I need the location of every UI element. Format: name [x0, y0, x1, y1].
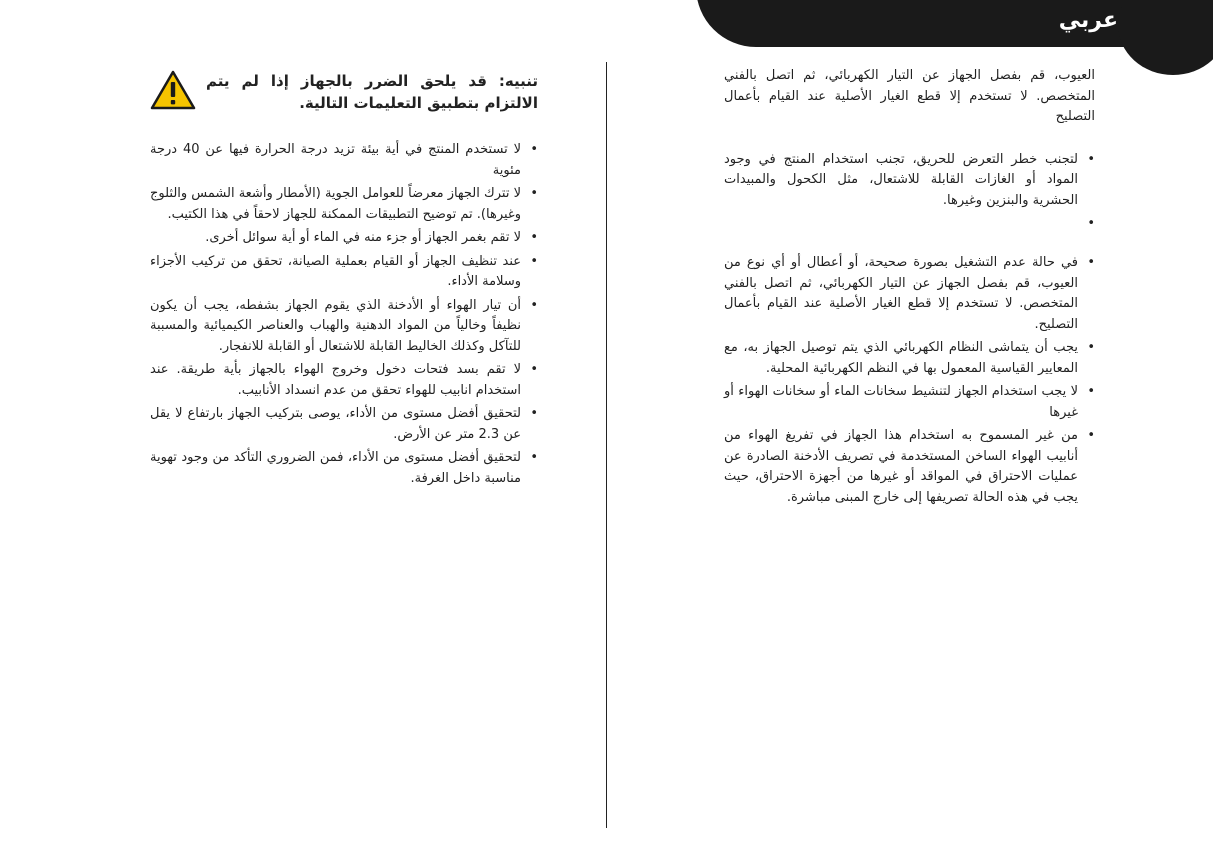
bullet-icon: •: [530, 230, 538, 245]
bullet-group-1: [724, 150, 1095, 235]
warning-triangle-icon: [150, 70, 196, 110]
column-divider: [606, 62, 607, 828]
bullet-icon: •: [1087, 151, 1095, 167]
left-column: [150, 70, 538, 492]
bullet-icon: •: [1087, 384, 1095, 399]
list-item: • لا تقم بسد فتحات دخول وخروج الهواء بالجهاز بأية طريقة. عند استخدام انابيب للهواء تحقق من عدم انسداد الأنابيب.: [150, 362, 538, 398]
bullet-icon: •: [530, 186, 538, 201]
right-column: [724, 66, 1095, 511]
bullet-icon: •: [1087, 340, 1095, 355]
bullet-icon: •: [530, 362, 538, 377]
warning-block: [150, 70, 538, 134]
list-item: • عند تنظيف الجهاز أو القيام بعملية الصيانة، تحقق من تركيب الأجزاء وسلامة الأداء.: [150, 253, 538, 289]
warning-title: تنبيه: قد يلحق الضرر بالجهاز إذا لم يتم الالتزام بتطبيق التعليمات التالية.: [206, 72, 538, 112]
bullet-icon: •: [530, 142, 538, 157]
bullet-icon: •: [530, 450, 538, 465]
bullet-icon: •: [1087, 428, 1095, 443]
list-item: • أن تيار الهواء أو الأدخنة الذي يقوم الجهاز بشفطه، يجب أن يكون نظيفاً وخالياً من المواد الدهنية والهباب والعناصر الكيميائية والمسببة للتآكل وكذلك الخاليط القابلة للاشتعال أو القابلة للانفجار.: [150, 297, 538, 354]
list-item: • لا تستخدم المنتج في أية بيئة تزيد درجة الحرارة فيها عن 40 درجة مئوية: [150, 142, 538, 178]
language-label: عربي: [1058, 8, 1118, 33]
list-item: • يجب أن يتماشى النظام الكهربائي الذي يتم توصيل الجهاز به، مع المعايير القياسية المعمول بها في النظم الكهربائية المحلية.: [724, 340, 1095, 376]
list-item: • لا تقم بغمر الجهاز أو جزء منه في الماء أو أية سوائل أخرى.: [150, 228, 538, 249]
list-item: • من غير المسموح به استخدام هذا الجهاز في تفريغ الهواء من أنابيب الهواء الساخن المستخدمة في تصريف الأدخنة الصادرة عن عمليات الاحتراق في المواقد أو غيرها من أجهزة الاحتراق، حيث يجب في هذه الحالة تصريفها إلى خارج المبنى مباشرة.: [724, 428, 1095, 505]
list-item: • في حالة عدم التشغيل بصورة صحيحة، أو أعطال أو أي نوع من العيوب، قم بفصل الجهاز عن التيار الكهربائي، ثم اتصل بالفني المتخصص. لا تستخدم إلا قطع الغيار الأصلية عند القيام بأعمال التصليح.: [724, 255, 1095, 332]
bullet-icon: •: [530, 253, 538, 269]
language-tab-circle: [1118, 0, 1213, 75]
list-item: [724, 214, 1095, 234]
bullet-group-2: [724, 253, 1095, 508]
bullet-icon: •: [530, 406, 538, 421]
bullet-icon: •: [1087, 216, 1095, 231]
list-item: • لتجنب خطر التعرض للحريق، تجنب استخدام المنتج في وجود المواد أو الغازات القابلة للاشتعال، مثل الكحول والمبيدات الحشرية والبنزين وغيرها.: [724, 151, 1095, 208]
list-item: • لتحقيق أفضل مستوى من الأداء، فمن الضروري التأكد من وجود تهوية مناسبة داخل الغرفة.: [150, 450, 538, 486]
list-item: • لا تترك الجهاز معرضاً للعوامل الجوية (الأمطار وأشعة الشمس والثلوج وغيرها). تم توضيح التطبيقات الممكنة للجهاز لاحقاً في هذا الكتيب.: [149, 186, 538, 222]
intro-paragraph: العيوب، قم بفصل الجهاز عن التيار الكهربائي، ثم اتصل بالفني المتخصص. لا تستخدم إلا قطع الغيار الأصلية عند القيام بأعمال التصليح: [724, 68, 1095, 124]
list-item: • لتحقيق أفضل مستوى من الأداء، يوصى بتركيب الجهاز بارتفاع لا يقل عن 2.3 متر عن الأرض.: [150, 406, 538, 442]
bullet-icon: •: [530, 297, 538, 313]
warning-list: [150, 140, 538, 489]
bullet-icon: •: [1087, 255, 1095, 270]
list-item: • لا يجب استخدام الجهاز لتنشيط سخانات الماء أو سخانات الهواء أو غيرها: [724, 384, 1095, 420]
